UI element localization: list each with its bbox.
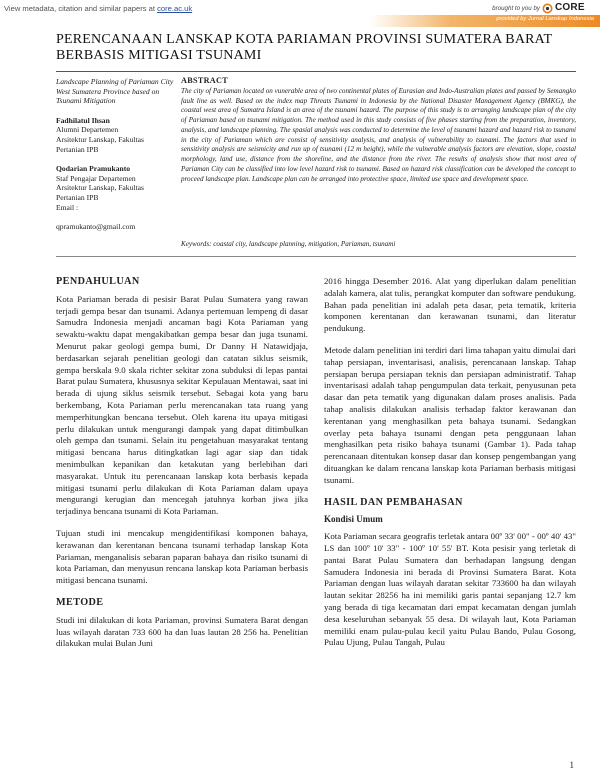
core-logo[interactable]	[542, 2, 594, 14]
page-number: 1	[569, 760, 574, 770]
abstract-text: The city of Pariaman located on vunerable area of two continental plates of Eurasian and Indo-Australian plates and passed by Semangko fault line as well. Based on the index map Threats Tsunami in Indonesia by the National Disaster Management Agency (BMKG), the coastal west area of Sumatra Island is an area of the tsunami hazard. The purpose of this study is to arranging landscape plan of the city of Pariaman based on tsunami mitigation. The method used in this study consists of five phases starting from the preparation, inventory, analysis, and landscape planning. The spasial analysis was conducted to determine the level of tsunami hazard and hazard risk to tsunami in the city of Pariaman which are consist of sensitivity analysis, and analysis of vulnerability to tsunami. The factors that used in sensitivity analysis are seismicity and run up of tsunami (12 m height), while the vulnerable analysis factors are elevation, slope, coastal morphology, land use, distance from the shoreline, and the distance from the river. The results of analysis show that most area of Pariaman City can be classified into low level hazard risk to tsunami. Based on hazard risk classification can be developed the concept to proceed landscape plan. Landscape plan can be arranged into protective space, limited use space and development space.	[181, 86, 576, 183]
author2-affiliation-line1: Staf Pengajar Departemen	[56, 173, 136, 183]
core-logo-text: CORE	[555, 2, 585, 13]
title-divider	[56, 71, 576, 72]
author1-affiliation-line3: Pertanian IPB	[56, 144, 99, 154]
body-column-left	[56, 276, 308, 660]
author-email: qpramukanto@gmail.com	[56, 222, 136, 232]
abstract-divider	[56, 256, 576, 257]
author1-name: Fadhilatul Ihsan	[56, 115, 110, 125]
author2-affiliation-line2: Arsitektur Lanskap, Fakultas	[56, 183, 144, 193]
provided-by-text: provided by Jurnal Lanskap Indonesia	[496, 16, 594, 22]
intro-paragraph-2: Tujuan studi ini mencakup mengidentifikasi komponen bahaya, kerawanan dan kerentanan bencana tsunami terhadap lanskap Kota Pariaman, menganalisis sebaran paparan bahaya dan risiko tsunami di kota Pariaman, dan menyusun rencana lanskap kota Pariaman berbasis mitigasi bencana tsunami.	[56, 527, 308, 586]
core-link-prefix: View metadata, citation and similar papers at	[4, 4, 158, 13]
author-sidebar	[56, 77, 174, 232]
results-paragraph-1: Kota Pariaman secara geografis terletak antara 00º 33' 00" - 00º 40' 43" LS dan 100º 10' 33" - 100º 10' 55' BT. Kota pesisir yang terletak di pantai Barat Pulau Sumatera dan berhadapan langsung dengan Samudera Indonesia ini berada di Provinsi Sumatera Barat. Kota Pariaman dengan luas wilayah daratan sekitar 733600 ha dan wilayah lautan sekitar 28256 ha ini memiliki garis pantai sepanjang 12.7 km yang berada di tiga kecamatan dari empat kecamatan dengan jumlah desa keseluruhan sebanyak 55 desa. Di wilayah laut, Kota Pariaman memiliki enam pulau-pulau kecil yaitu Pulau Bando, Pulau Gosong, Pulau Ujung, Pulau Tangah, Pulau	[324, 531, 576, 648]
author1-affiliation-line1: Alumni Departemen	[56, 125, 119, 135]
author2-name: Qodarian Pramukanto	[56, 164, 131, 174]
paper-title: PERENCANAAN LANSKAP KOTA PARIAMAN PROVINSI SUMATERA BARAT BERBASIS MITIGASI TSUNAMI	[56, 32, 552, 63]
method-paragraph-2: 2016 hingga Desember 2016. Alat yang diperlukan dalam penelitian adalah kamera, alat tulis, perangkat komputer dan software pendukung. Bahan pada penelitian ini adalah peta dasar, peta tematik, kriteria komponen kerentanan dan kerawanan tsunami, dan literatur pendukung.	[324, 276, 576, 334]
email-label: Email :	[56, 202, 79, 212]
method-paragraph-1: Studi ini dilakukan di kota Pariaman, provinsi Sumatera Barat dengan luas wilayah daratan 733 600 ha dan luas lautan 28 256 ha. Penelitian dilakukan mulai Bulan Juni	[56, 614, 308, 649]
abstract-block	[181, 76, 576, 184]
core-metadata-link[interactable]	[4, 4, 192, 13]
core-logo-icon	[542, 3, 553, 14]
method-paragraph-3: Metode dalam penelitian ini terdiri dari lima tahapan yaitu dimulai dari tahap persiapan, inventarisasi, analisis, perencanaan lanskap. Tahap persiapan berupa persiapan teknis dan persiapan administratif. Tahap inventarisasi adalah tahap pengumpulan data terkait, penyusunan peta dasar dan peta tematik yang digunakan dalam proses analisis. Pada tahap analisis dilakukan analisis terhadap faktor kerawanan dan kerentanan yang menghasilkan peta bahaya tsunami. Sedangkan overlay peta bahaya tsunami dengan peta penggunaan lahan menghasilkan peta risiko bahaya tsunami (Gambar 1). Pada tahap perencanaan ditentukan konsep dasar dan konsep pengembangan yang dituangkan ke dalam rencana lanskap kota Pariaman berbasis mitigasi tsunami.	[324, 344, 576, 485]
heading-hasil-pembahasan: HASIL DAN PEMBAHASAN	[324, 496, 463, 508]
email-spacer	[56, 212, 174, 222]
core-link-site[interactable]: core.ac.uk	[157, 4, 193, 13]
heading-pendahuluan: PENDAHULUAN	[56, 276, 140, 287]
author1-affiliation-line2: Arsitektur Lanskap, Fakultas	[56, 134, 144, 144]
english-subtitle: Landscape Planning of Pariaman City West Sumatera Province based on Tsunami Mitigation	[56, 77, 174, 106]
author2-affiliation-line3: Pertanian IPB	[56, 192, 99, 202]
body-column-right	[324, 276, 576, 659]
core-banner	[0, 0, 600, 29]
provided-by-bar	[370, 15, 600, 27]
abstract-heading: ABSTRACT	[181, 76, 228, 85]
intro-paragraph-1: Kota Pariaman berada di pesisir Barat Pulau Sumatera yang rawan terjadi gempa besar dan tsunami. Adanya pertemuan lempeng di dasar Samudra Indonesia menjadi ancaman bagi Kota Pariaman yang sewaktu-waktu dapat mengakibatkan gempa besar dan juga tsunami. Menurut pakar geologi gempa bumi, Dr Danny H Natawidjaja, berdasarkan sejarah penelitian geologi dan catatan siklus seismik, gempa berskala 9.0 skala richter sekitar zona subduksi di lepas pantai Barat pulau Sumatera, khususnya sekitar Kepulauan Mentawai, saat ini berada di ujung siklus seismik tersebut. Sebagai kota yang baru berkembang, Kota Pariaman perlu merencanakan tata ruang yang memperhitungkan bencana tersebut. Oleh karena itu upaya mitigasi perlu dilakukan untuk mengurangi dampak yang dapat ditimbulkan oleh gempa dan tsunami. Selain itu pengetahuan masyarakat tentang mitigasi bencana harus ditingkatkan lagi agar siap dan tidak menimbulkan kepanikan dan ketakutan yang berlebihan dari masyarakat. Untuk itu perencanaan lanskap kota berbasis kepada mitigasi tsunami perlu dilakukan di Kota Pariaman dalam upaya mengurangi kerugian dan mencegah jatuhnya korban jiwa jika terjadinya bencana tsunami di Kota Pariaman.	[56, 293, 308, 517]
heading-metode: METODE	[56, 596, 104, 608]
brought-by-text: brought to you by	[492, 5, 540, 12]
subheading-kondisi-umum: Kondisi Umum	[324, 514, 383, 525]
keywords: Keywords: coastal city, landscape planning, mitigation, Pariaman, tsunami	[181, 240, 396, 248]
